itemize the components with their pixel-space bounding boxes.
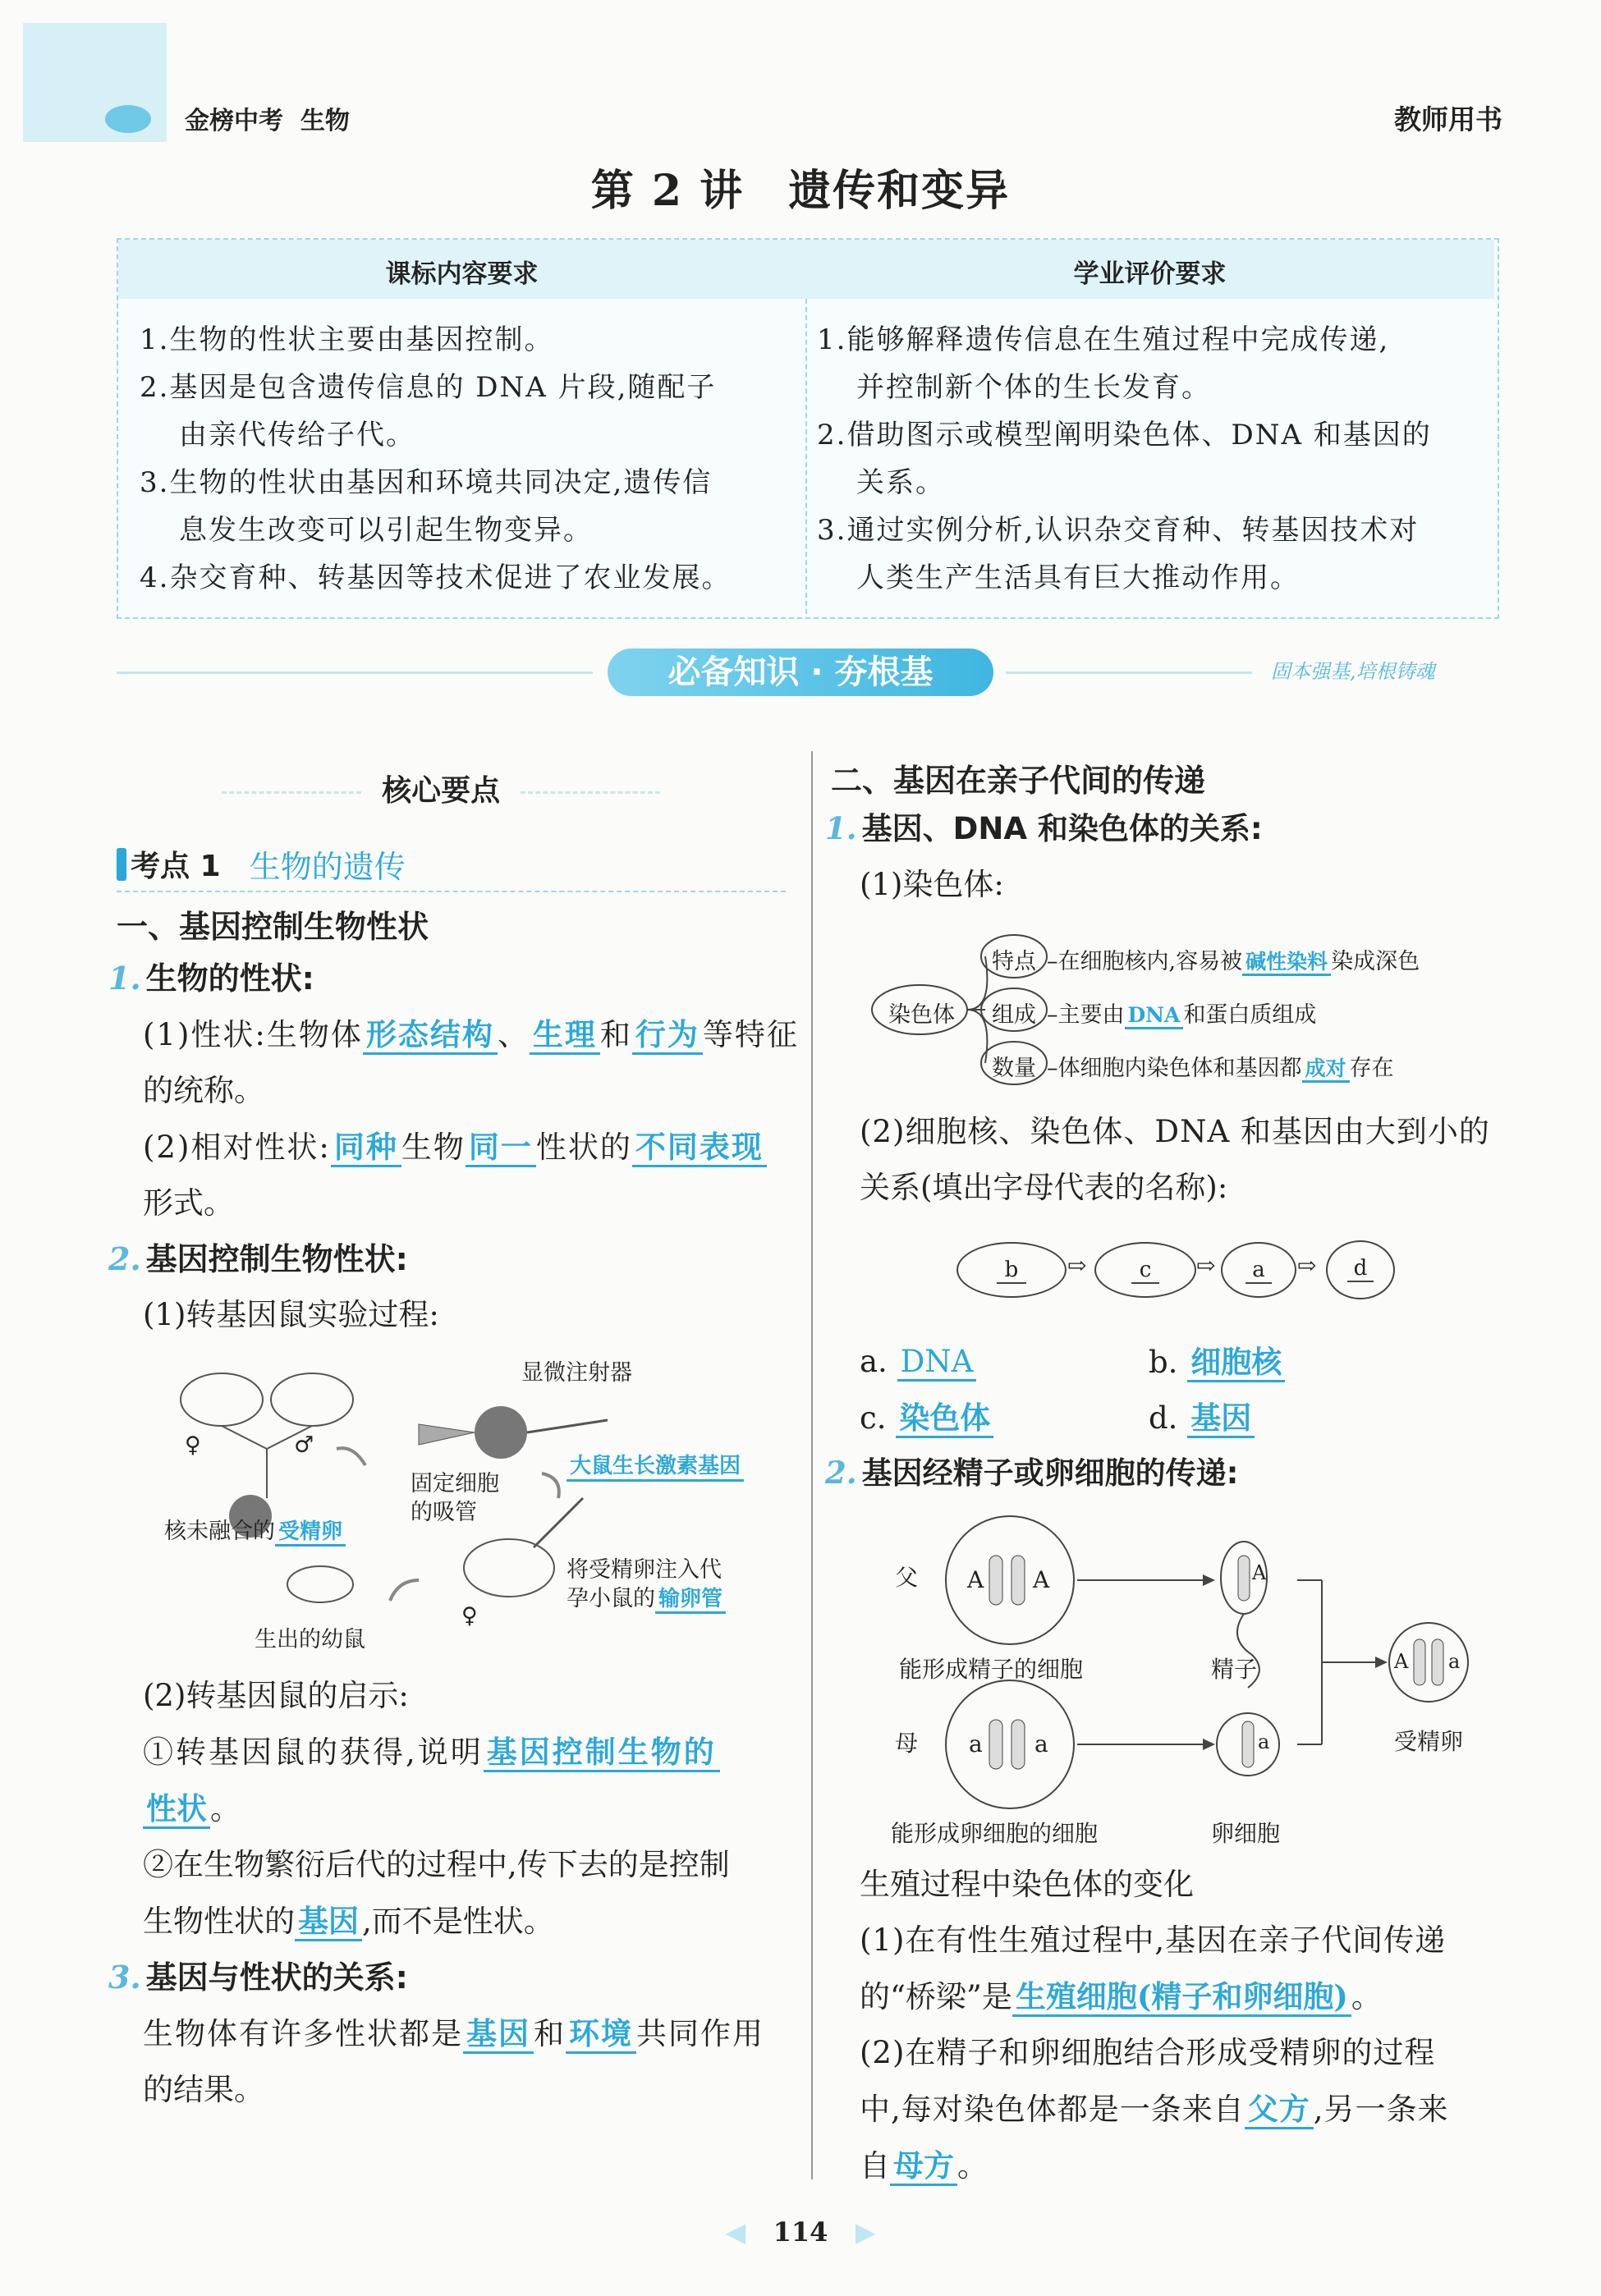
insight-2: ②在生物繁衍后代的过程中,传下去的是控制 [143,1847,730,1882]
answer-b-value: 细胞核 [1187,1344,1285,1382]
req-left-2b: 由亲代传给子代。 [179,419,415,451]
answer-a: a. DNA [860,1334,976,1390]
answer-c-value: 染色体 [896,1400,993,1438]
bridge-line-1: (1)在有性生殖过程中,基因在亲子代间传递 [860,1922,1447,1958]
egg-allele: a [1258,1730,1270,1753]
fertilization-line-3: 自 母方 。 [825,2138,1507,2194]
left-req-list [140,316,731,602]
blank-germ-cells: 生殖细胞(精子和卵细胞) [1012,1978,1351,2017]
point-3-number: 3. [108,1959,141,1996]
blank-same-trait: 同一 [466,1129,536,1167]
banner-slogan: 固本强基,培根铸魂 [1271,660,1435,683]
req-left-3: 3.生物的性状由基因和环境共同决定,遗传信 [140,466,713,499]
blank-different-forms: 不同表现 [632,1129,767,1167]
point-3-title: 基因与性状的关系: [145,1959,408,1996]
kaodian-title: 生物的遗传 [249,849,406,885]
point-1-title: 生物的性状: [145,960,314,997]
brand-name: 金榜中考 [185,107,283,135]
banner-label: 必备知识 · 夯根基 [608,648,993,696]
section-2-heading: 二、基因在亲子代间的传递 [831,763,1206,799]
trait-definition-cont: 的统称。 [143,1073,264,1108]
father-allele-2: A [1033,1566,1050,1593]
gene-environment: 生物体有许多性状都是 基因 和 环境 共同作用 [108,2005,790,2062]
section-1-heading: 一、基因控制生物性状 [117,909,429,945]
trait-definition: (1)性状:生物体 形态结构 、 生理 和 行为 等特征 [108,1006,790,1063]
transgenic-process-label: (1)转基因鼠实验过程: [143,1297,439,1332]
point-2-title: 基因控制生物性状: [145,1241,408,1277]
req-left-3b: 息发生改变可以引起生物变异。 [179,514,593,547]
left-req-header: 课标内容要求 [385,259,539,289]
oval-3: a [1221,1242,1296,1298]
book-type: 教师用书 [1394,103,1502,135]
q2-number: 2. [825,1455,857,1491]
blank-oviduct: 输卵管 [655,1587,726,1614]
mindmap-center: 染色体 [888,1002,955,1028]
next-page-icon: ▶ [855,2216,876,2248]
blank-morphology: 形态结构 [363,1016,498,1055]
blank-dna: DNA [1125,1003,1184,1029]
blank-gene: 基因 [295,1903,362,1941]
q1-heading [825,800,1507,857]
prev-page-icon: ◀ [725,2216,746,2248]
right-req-header: 学业评价要求 [1073,259,1227,289]
blank-gene-2: 基因 [463,2015,534,2054]
insight-2-cont: 生物性状的 基因 ,而不是性状。 [108,1893,790,1950]
left-body-2 [108,1668,790,2118]
egg-label: 核未融合的 受精卵 [164,1513,346,1545]
req-right-2: 2.借助图示或模型阐明染色体、DNA 和基因的 [817,419,1432,451]
injector-label: 显微注射器 [521,1360,632,1386]
arrow-icon-2: ⇨ [1196,1252,1216,1279]
inject-label-1: 将受精卵注入代 [567,1557,722,1583]
req-left-1: 1.生物的性状主要由基因控制。 [140,323,554,356]
q1-title: 基因、DNA 和染色体的关系: [861,811,1263,846]
page-number: 114 [773,2216,828,2248]
core-points-title: 核心要点 [382,774,501,808]
blank-gene-controls-b: 性状 [143,1790,210,1829]
req-right-3: 3.通过实例分析,认识杂交育种、转基因技术对 [817,514,1420,547]
zygote-label: 受精卵 [1394,1728,1464,1755]
right-body-2 [825,1104,1507,1216]
gene-transmission-figure [887,1510,1502,1855]
mindmap-branch-3: 数量 [992,1056,1036,1081]
size-order-line-2: 关系(填出字母代表的名称): [860,1170,1228,1205]
right-req-list [817,316,1432,602]
cell1-label: 能形成精子的细胞 [899,1656,1084,1683]
relative-trait-definition: (2)相对性状: 同种 生物 同一 性状的 不同表现 [108,1119,790,1175]
blank-gene-controls-a: 基因控制生物的 [484,1734,720,1772]
chromosome-label: (1)染色体: [860,867,1004,902]
blank-fertilized-egg: 受精卵 [275,1519,346,1547]
column-divider [811,751,813,2179]
babies-label: 生出的幼鼠 [255,1627,365,1652]
blank-same-species: 同种 [331,1129,401,1167]
kaodian-label: 考点 1 [131,850,221,883]
banner-line-left [117,671,593,674]
mindmap-branch-2: 组成 [992,1002,1036,1028]
bridge-line-2: 的“桥梁”是 生殖细胞(精子和卵细胞) 。 [825,1968,1507,2025]
point-2-heading [108,1231,790,1287]
zygote-allele-1: A [1394,1650,1409,1673]
requirements-divider [805,299,807,614]
pipette-label-1: 固定细胞 [411,1471,499,1496]
q2-title: 基因经精子或卵细胞的传递: [861,1455,1239,1491]
transgenic-mouse-figure [148,1342,788,1662]
mindmap-text-2: –主要由 DNA 和蛋白质组成 [1047,1002,1317,1028]
arrow-icon-1: ⇨ [1067,1252,1087,1279]
q1-number: 1. [825,810,857,846]
chromosome-mindmap [870,928,1511,1092]
req-right-1b: 并控制新个体的生长发育。 [856,371,1211,404]
kaodian-heading [117,841,786,892]
mother-allele-1: a [969,1730,983,1758]
insight-1: ①转基因鼠的获得,说明 基因控制生物的 [108,1724,790,1780]
sperm-label: 精子 [1211,1656,1258,1683]
sperm-allele: A [1252,1561,1267,1584]
blank-mother: 母方 [890,2147,957,2186]
male-symbol: ♂ [294,1432,314,1458]
insight-1-cont: 性状 。 [108,1780,790,1837]
blank-alkaline-dye: 碱性染料 [1242,950,1331,976]
req-left-4: 4.杂交育种、转基因等技术促进了农业发展。 [140,561,732,594]
relative-trait-cont: 形式。 [143,1185,234,1221]
page-title: 第 2 讲 遗传和变异 [590,166,1011,216]
left-body [108,951,799,1343]
blank-father: 父方 [1245,2091,1314,2129]
banner-line-right [1006,671,1252,674]
right-body-3 [825,1857,1507,2194]
mother-allele-2: a [1034,1730,1048,1758]
page-footer [0,2216,1601,2248]
size-order-sequence [956,1235,1400,1301]
transgenic-insight-label: (2)转基因鼠的启示: [143,1678,409,1713]
core-points-heading [222,768,660,809]
answer-c: c. 染色体 [860,1390,993,1446]
father-label: 父 [895,1564,919,1591]
oval-1: b [956,1242,1067,1298]
pipette-label-2: 的吸管 [411,1500,477,1525]
oval-4: d [1326,1240,1395,1299]
answer-d: d. 基因 [1149,1390,1255,1446]
answer-b: b. 细胞核 [1149,1334,1285,1391]
cell2-label: 能形成卵细胞的细胞 [891,1820,1099,1847]
mindmap-text-1: –在细胞核内,容易被 碱性染料 染成深色 [1047,949,1420,974]
req-right-3b: 人类生产生活具有巨大推动作用。 [856,561,1300,594]
right-body [825,800,1507,913]
zygote-allele-2: a [1448,1650,1461,1673]
mindmap-text-3: –体细胞内染色体和基因都 成对 存在 [1047,1056,1394,1081]
inject-label-2: 孕小鼠的 输卵管 [567,1580,726,1612]
req-right-2b: 关系。 [856,466,945,499]
female-symbol: ♀ [185,1432,201,1458]
gene-environment-cont: 的结果。 [143,2072,264,2107]
arrow-icon-3: ⇨ [1297,1252,1317,1279]
logo-icon [105,105,151,133]
oval-2: c [1094,1242,1196,1298]
q2-heading [825,1445,1238,1501]
point-3-heading [108,1950,790,2005]
point-1-heading [108,951,790,1006]
blank-environment: 环境 [566,2015,636,2054]
mindmap-branch-1: 特点 [992,949,1036,974]
answer-a-value: DNA [897,1344,977,1382]
blank-paired: 成对 [1302,1056,1350,1083]
female-symbol-2: ♀ [461,1603,478,1629]
kaodian-marker-icon [117,848,126,881]
req-left-2: 2.基因是包含遗传信息的 DNA 片段,随配子 [140,371,717,404]
size-order-line-1: (2)细胞核、染色体、DNA 和基因由大到小的 [860,1114,1490,1149]
mother-label: 母 [895,1730,919,1757]
header-brand [185,100,350,136]
answer-d-value: 基因 [1187,1400,1255,1438]
point-2-number: 2. [108,1240,141,1277]
subject-name: 生物 [300,107,350,135]
blank-behavior: 行为 [632,1016,703,1055]
fertilization-line-2: 中,每对染色体都是一条来自 父方 ,另一条来 [825,2081,1507,2138]
egg-label-2: 卵细胞 [1211,1820,1281,1847]
father-allele-1: A [967,1566,984,1593]
point-1-number: 1. [108,960,141,997]
gene-blank: 大鼠生长激素基因 [567,1449,744,1482]
fertilization-line-1: (2)在精子和卵细胞结合形成受精卵的过程 [860,2035,1436,2070]
req-right-1: 1.能够解释遗传信息在生殖过程中完成传递, [817,323,1390,356]
blank-physiology: 生理 [530,1016,600,1055]
chromosome-change-title: 生殖过程中染色体的变化 [860,1867,1194,1902]
